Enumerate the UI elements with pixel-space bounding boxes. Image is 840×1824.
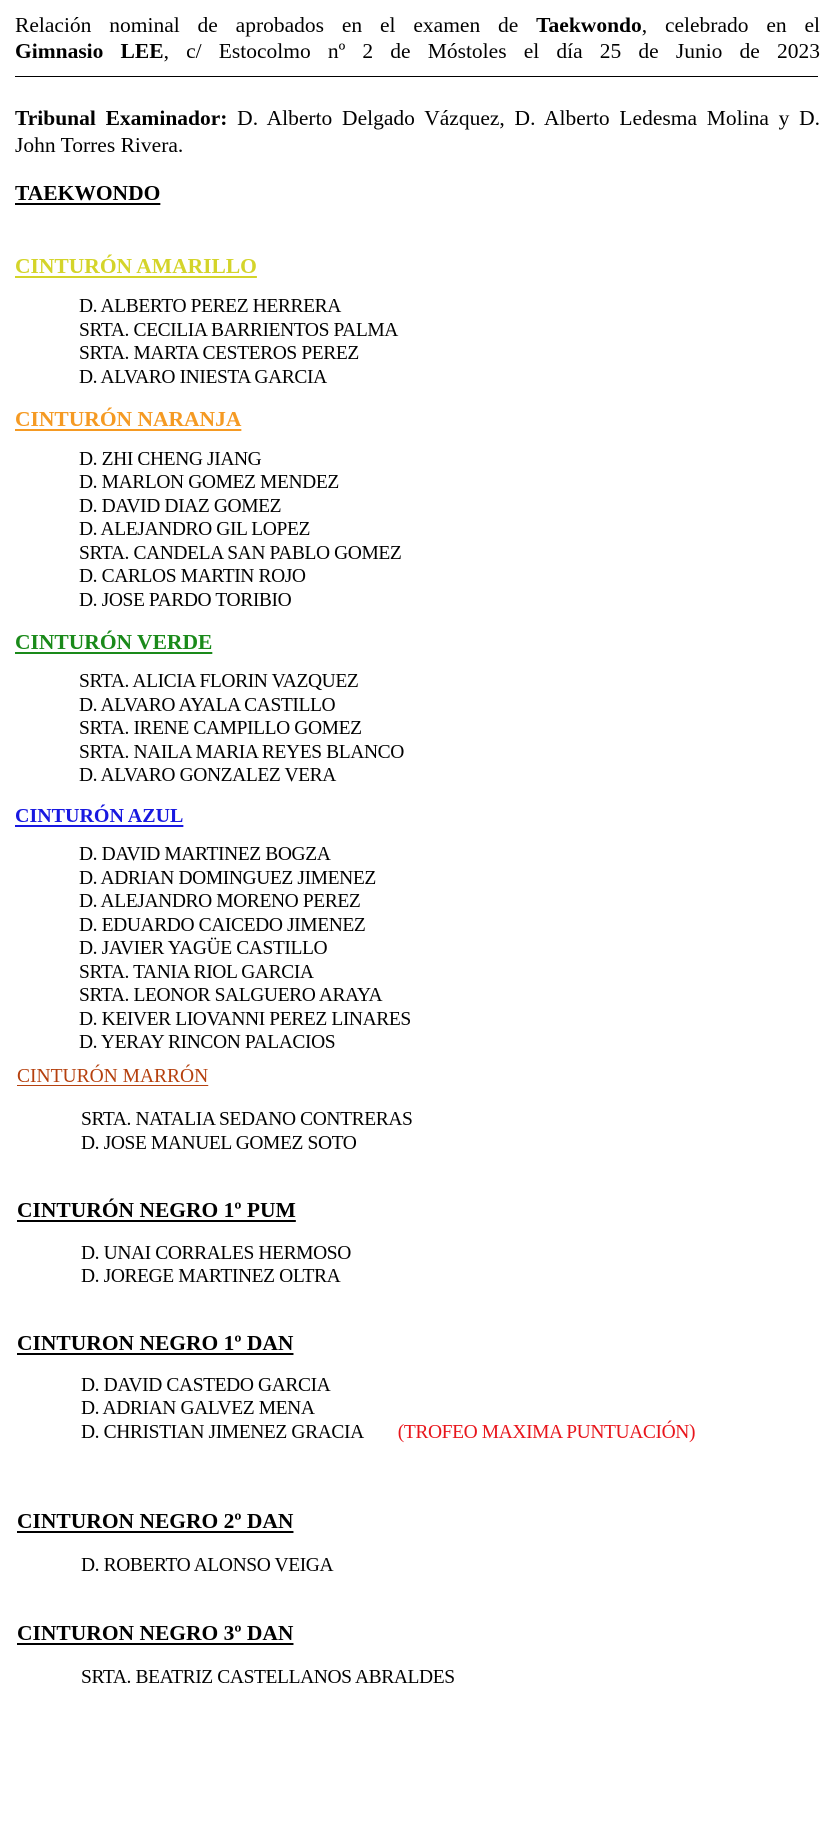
tribunal-label: Tribunal Examinador: bbox=[15, 106, 228, 131]
person-name: D. ALEJANDRO GIL LOPEZ bbox=[79, 519, 310, 541]
person-name: D. JOSE PARDO TORIBIO bbox=[79, 589, 292, 611]
person-name: D. ALVARO INIESTA GARCIA bbox=[79, 366, 327, 388]
name-list-negro-1-pum bbox=[15, 1242, 820, 1289]
person-name: D. ADRIAN DOMINGUEZ JIMENEZ bbox=[79, 867, 376, 889]
divider bbox=[15, 76, 818, 77]
name-list-naranja bbox=[15, 448, 820, 613]
person-name: D. EDUARDO CAICEDO JIMENEZ bbox=[79, 914, 366, 936]
list-item bbox=[79, 937, 820, 961]
list-item bbox=[79, 741, 820, 765]
section-title-negro-3-dan: CINTURON NEGRO 3º DAN bbox=[17, 1621, 294, 1646]
person-name: D. MARLON GOMEZ MENDEZ bbox=[79, 472, 339, 494]
section-title-negro-1-dan: CINTURON NEGRO 1º DAN bbox=[17, 1330, 294, 1355]
list-item bbox=[81, 1554, 820, 1578]
header-sport: Taekwondo bbox=[536, 13, 642, 37]
header-text: Relación nominal de aprobados en el examen de bbox=[15, 13, 537, 37]
header-text: , c/ Estocolmo nº 2 de Móstoles el día 25 de Junio de 2023 bbox=[163, 39, 820, 64]
person-name: D. CARLOS MARTIN ROJO bbox=[79, 566, 306, 588]
list-item bbox=[79, 717, 820, 741]
list-item bbox=[81, 1108, 820, 1132]
list-item bbox=[79, 843, 820, 867]
person-name: SRTA. TANIA RIOL GARCIA bbox=[79, 961, 314, 983]
list-item bbox=[79, 542, 820, 566]
tribunal-members: D. Alberto Delgado Vázquez, D. Alberto Ledesma Molina y D. bbox=[227, 106, 820, 131]
main-title: TAEKWONDO bbox=[15, 180, 161, 205]
header-line-2 bbox=[15, 38, 820, 64]
section-title-marron: CINTURÓN MARRÓN bbox=[17, 1065, 209, 1087]
person-name: SRTA. BEATRIZ CASTELLANOS ABRALDES bbox=[81, 1667, 455, 1689]
person-name: D. JOSE MANUEL GOMEZ SOTO bbox=[81, 1132, 357, 1154]
list-item bbox=[81, 1421, 820, 1445]
list-item bbox=[79, 1008, 820, 1032]
section-title-negro-2-dan: CINTURON NEGRO 2º DAN bbox=[17, 1509, 294, 1534]
name-list-verde bbox=[15, 670, 820, 788]
person-name: D. ALEJANDRO MORENO PEREZ bbox=[79, 891, 361, 913]
person-name: D. DAVID CASTEDO GARCIA bbox=[81, 1374, 331, 1396]
person-name: D. KEIVER LIOVANNI PEREZ LINARES bbox=[79, 1008, 411, 1030]
name-list-negro-2-dan bbox=[15, 1554, 820, 1578]
list-item bbox=[79, 589, 820, 613]
person-name: SRTA. NATALIA SEDANO CONTRERAS bbox=[81, 1109, 413, 1131]
name-list-negro-1-dan bbox=[15, 1374, 820, 1445]
list-item bbox=[79, 495, 820, 519]
list-item bbox=[79, 342, 820, 366]
list-item bbox=[79, 565, 820, 589]
list-item bbox=[79, 670, 820, 694]
list-item bbox=[79, 295, 820, 319]
person-name: SRTA. NAILA MARIA REYES BLANCO bbox=[79, 741, 404, 763]
person-name: D. UNAI CORRALES HERMOSO bbox=[81, 1242, 351, 1264]
section-title-amarillo: CINTURÓN AMARILLO bbox=[15, 254, 257, 279]
person-name: D. CHRISTIAN JIMENEZ GRACIA bbox=[81, 1421, 364, 1443]
list-item bbox=[79, 319, 820, 343]
list-item bbox=[79, 914, 820, 938]
person-name: D. YERAY RINCON PALACIOS bbox=[79, 1032, 336, 1054]
header-text: , celebrado en el bbox=[641, 13, 820, 37]
list-item bbox=[81, 1242, 820, 1266]
list-item bbox=[81, 1666, 820, 1690]
person-name: D. JOREGE MARTINEZ OLTRA bbox=[81, 1266, 341, 1288]
list-item bbox=[79, 890, 820, 914]
person-name: SRTA. CANDELA SAN PABLO GOMEZ bbox=[79, 542, 402, 564]
list-item bbox=[79, 471, 820, 495]
section-title-negro-1-pum: CINTURÓN NEGRO 1º PUM bbox=[17, 1198, 296, 1223]
tribunal-line-2: John Torres Rivera. bbox=[15, 132, 184, 157]
section-title-azul: CINTURÓN AZUL bbox=[15, 804, 184, 827]
list-item bbox=[79, 366, 820, 390]
header-venue: Gimnasio LEE bbox=[15, 39, 164, 64]
list-item bbox=[81, 1132, 820, 1156]
name-list-azul bbox=[15, 843, 820, 1055]
person-name: SRTA. LEONOR SALGUERO ARAYA bbox=[79, 985, 383, 1007]
person-name: D. DAVID DIAZ GOMEZ bbox=[79, 495, 282, 517]
person-name: D. ALVARO GONZALEZ VERA bbox=[79, 765, 336, 787]
person-name: D. ZHI CHENG JIANG bbox=[79, 448, 262, 470]
tribunal bbox=[15, 105, 820, 157]
name-list-marron bbox=[15, 1108, 820, 1155]
person-name: SRTA. CECILIA BARRIENTOS PALMA bbox=[79, 319, 398, 341]
name-list-amarillo bbox=[15, 295, 820, 389]
section-title-verde: CINTURÓN VERDE bbox=[15, 630, 213, 655]
list-item bbox=[79, 694, 820, 718]
section-title-naranja: CINTURÓN NARANJA bbox=[15, 407, 242, 432]
person-name: D. JAVIER YAGÜE CASTILLO bbox=[79, 938, 328, 960]
list-item bbox=[79, 764, 820, 788]
person-name: D. ALBERTO PEREZ HERRERA bbox=[79, 296, 341, 318]
list-item bbox=[79, 867, 820, 891]
list-item bbox=[81, 1397, 820, 1421]
name-list-negro-3-dan bbox=[15, 1666, 820, 1690]
list-item bbox=[81, 1374, 820, 1398]
header-line-1 bbox=[15, 12, 820, 38]
list-item bbox=[81, 1265, 820, 1289]
award-note: (TROFEO MAXIMA PUNTUACIÓN) bbox=[397, 1421, 696, 1443]
person-name: SRTA. ALICIA FLORIN VAZQUEZ bbox=[79, 671, 359, 693]
tribunal-line-1 bbox=[15, 105, 820, 131]
person-name: SRTA. IRENE CAMPILLO GOMEZ bbox=[79, 718, 362, 740]
person-name: D. ALVARO AYALA CASTILLO bbox=[79, 694, 336, 716]
list-item bbox=[79, 961, 820, 985]
person-name: D. ROBERTO ALONSO VEIGA bbox=[81, 1554, 334, 1576]
list-item bbox=[79, 1031, 820, 1055]
list-item bbox=[79, 518, 820, 542]
document bbox=[15, 12, 820, 1690]
person-name: D. ADRIAN GALVEZ MENA bbox=[81, 1398, 315, 1420]
list-item bbox=[79, 984, 820, 1008]
person-name: D. DAVID MARTINEZ BOGZA bbox=[79, 844, 331, 866]
person-name: SRTA. MARTA CESTEROS PEREZ bbox=[79, 343, 359, 365]
list-item bbox=[79, 448, 820, 472]
